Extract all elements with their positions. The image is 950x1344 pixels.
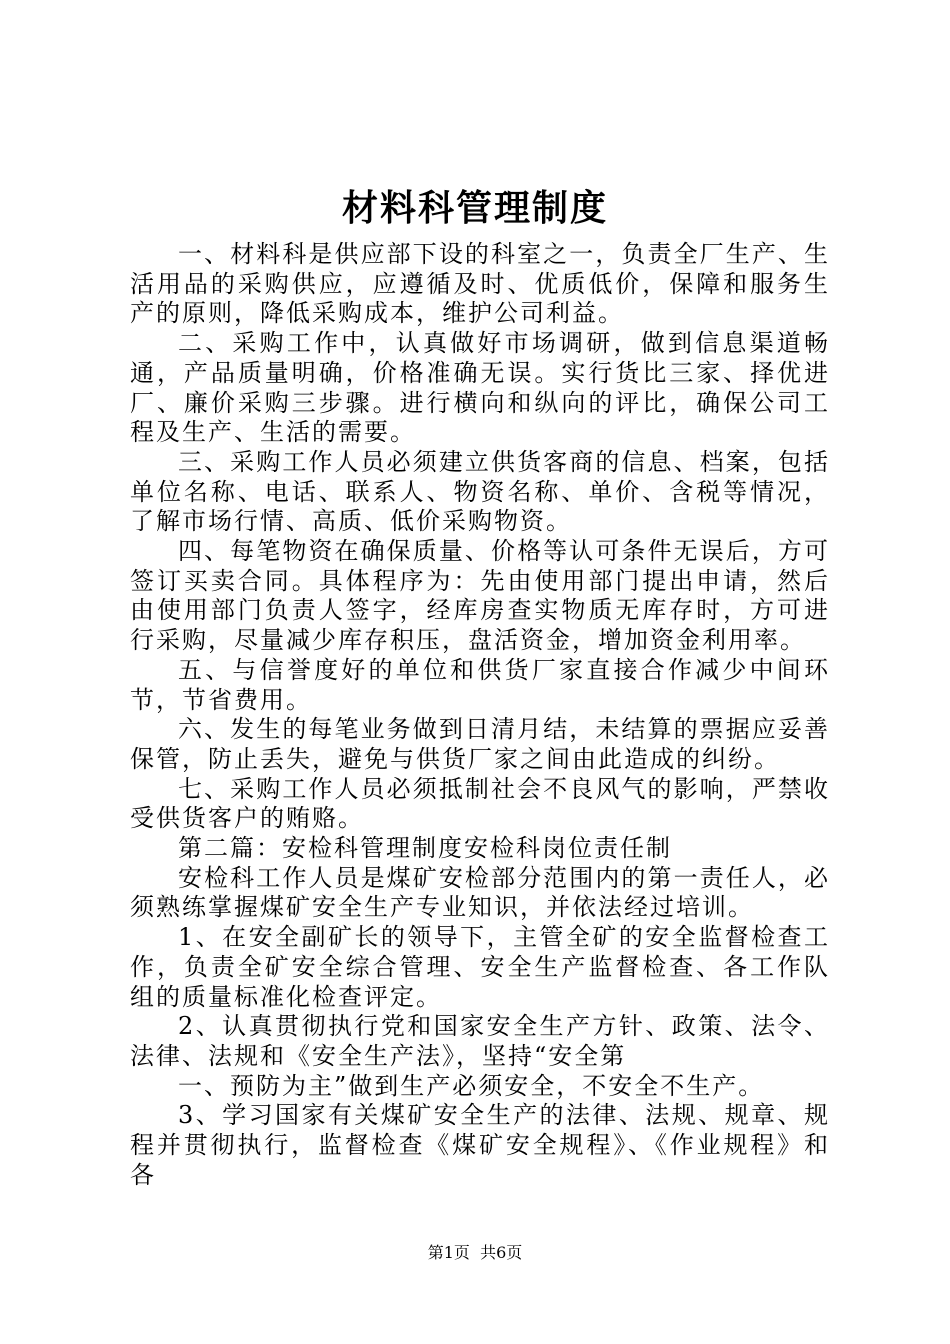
- paragraph: 二、采购工作中，认真做好市场调研，做到信息渠道畅通，产品质量明确，价格准确无误。实行货比三家、择优进厂、廉价采购三步骤。进行横向和纵向的评比，确保公司工程及生产、生活的需要。: [130, 329, 830, 447]
- paragraph: 2、认真贯彻执行党和国家安全生产方针、政策、法令、法律、法规和《安全生产法》，坚持“安全第: [130, 1012, 830, 1070]
- paragraph: 四、每笔物资在确保质量、价格等认可条件无误后，方可签订买卖合同。具体程序为：先由使用部门提出申请，然后由使用部门负责人签字，经库房查实物质无库存时，方可进行采购，尽量减少库存积压，盘活资金，增加资金利用率。: [130, 537, 830, 655]
- paragraph: 一、预防为主”做到生产必须安全，不安全不生产。: [178, 1071, 765, 1100]
- paragraph: 一、材料科是供应部下设的科室之一，负责全厂生产、生活用品的采购供应，应遵循及时、优质低价，保障和服务生产的原则，降低采购成本，维护公司利益。: [130, 240, 830, 328]
- paragraph: 三、采购工作人员必须建立供货客商的信息、档案，包括单位名称、电话、联系人、物资名称、单价、含税等情况，了解市场行情、高质、低价采购物资。: [130, 447, 830, 536]
- paragraph: 3、学习国家有关煤矿安全生产的法律、法规、规章、规程并贯彻执行，监督检查《煤矿安全规程》、《作业规程》和各: [130, 1101, 830, 1189]
- paragraph: 1、在安全副矿长的领导下，主管全矿的安全监督检查工作，负责全矿安全综合管理、安全生产监督检查、各工作队组的质量标准化检查评定。: [130, 923, 830, 1011]
- page-footer: [0, 1242, 950, 1264]
- page-number-label: 第1页 共6页: [427, 1243, 523, 1262]
- document-title: 材料科管理制度: [341, 187, 608, 229]
- paragraph: 六、发生的每笔业务做到日清月结，未结算的票据应妥善保管，防止丢失，避免与供货厂家之间由此造成的纠纷。: [130, 715, 830, 773]
- paragraph: 安检科工作人员是煤矿安检部分范围内的第一责任人，必须熟练掌握煤矿安全生产专业知识，并依法经过培训。: [130, 863, 830, 922]
- document-body: [130, 240, 830, 1191]
- paragraph: 七、采购工作人员必须抵制社会不良风气的影响，严禁收受供货客户的贿赂。: [130, 774, 830, 833]
- paragraph: 五、与信誉度好的单位和供货厂家直接合作减少中间环节，节省费用。: [130, 655, 830, 714]
- section-heading: 第二篇：安检科管理制度安检科岗位责任制: [178, 834, 672, 863]
